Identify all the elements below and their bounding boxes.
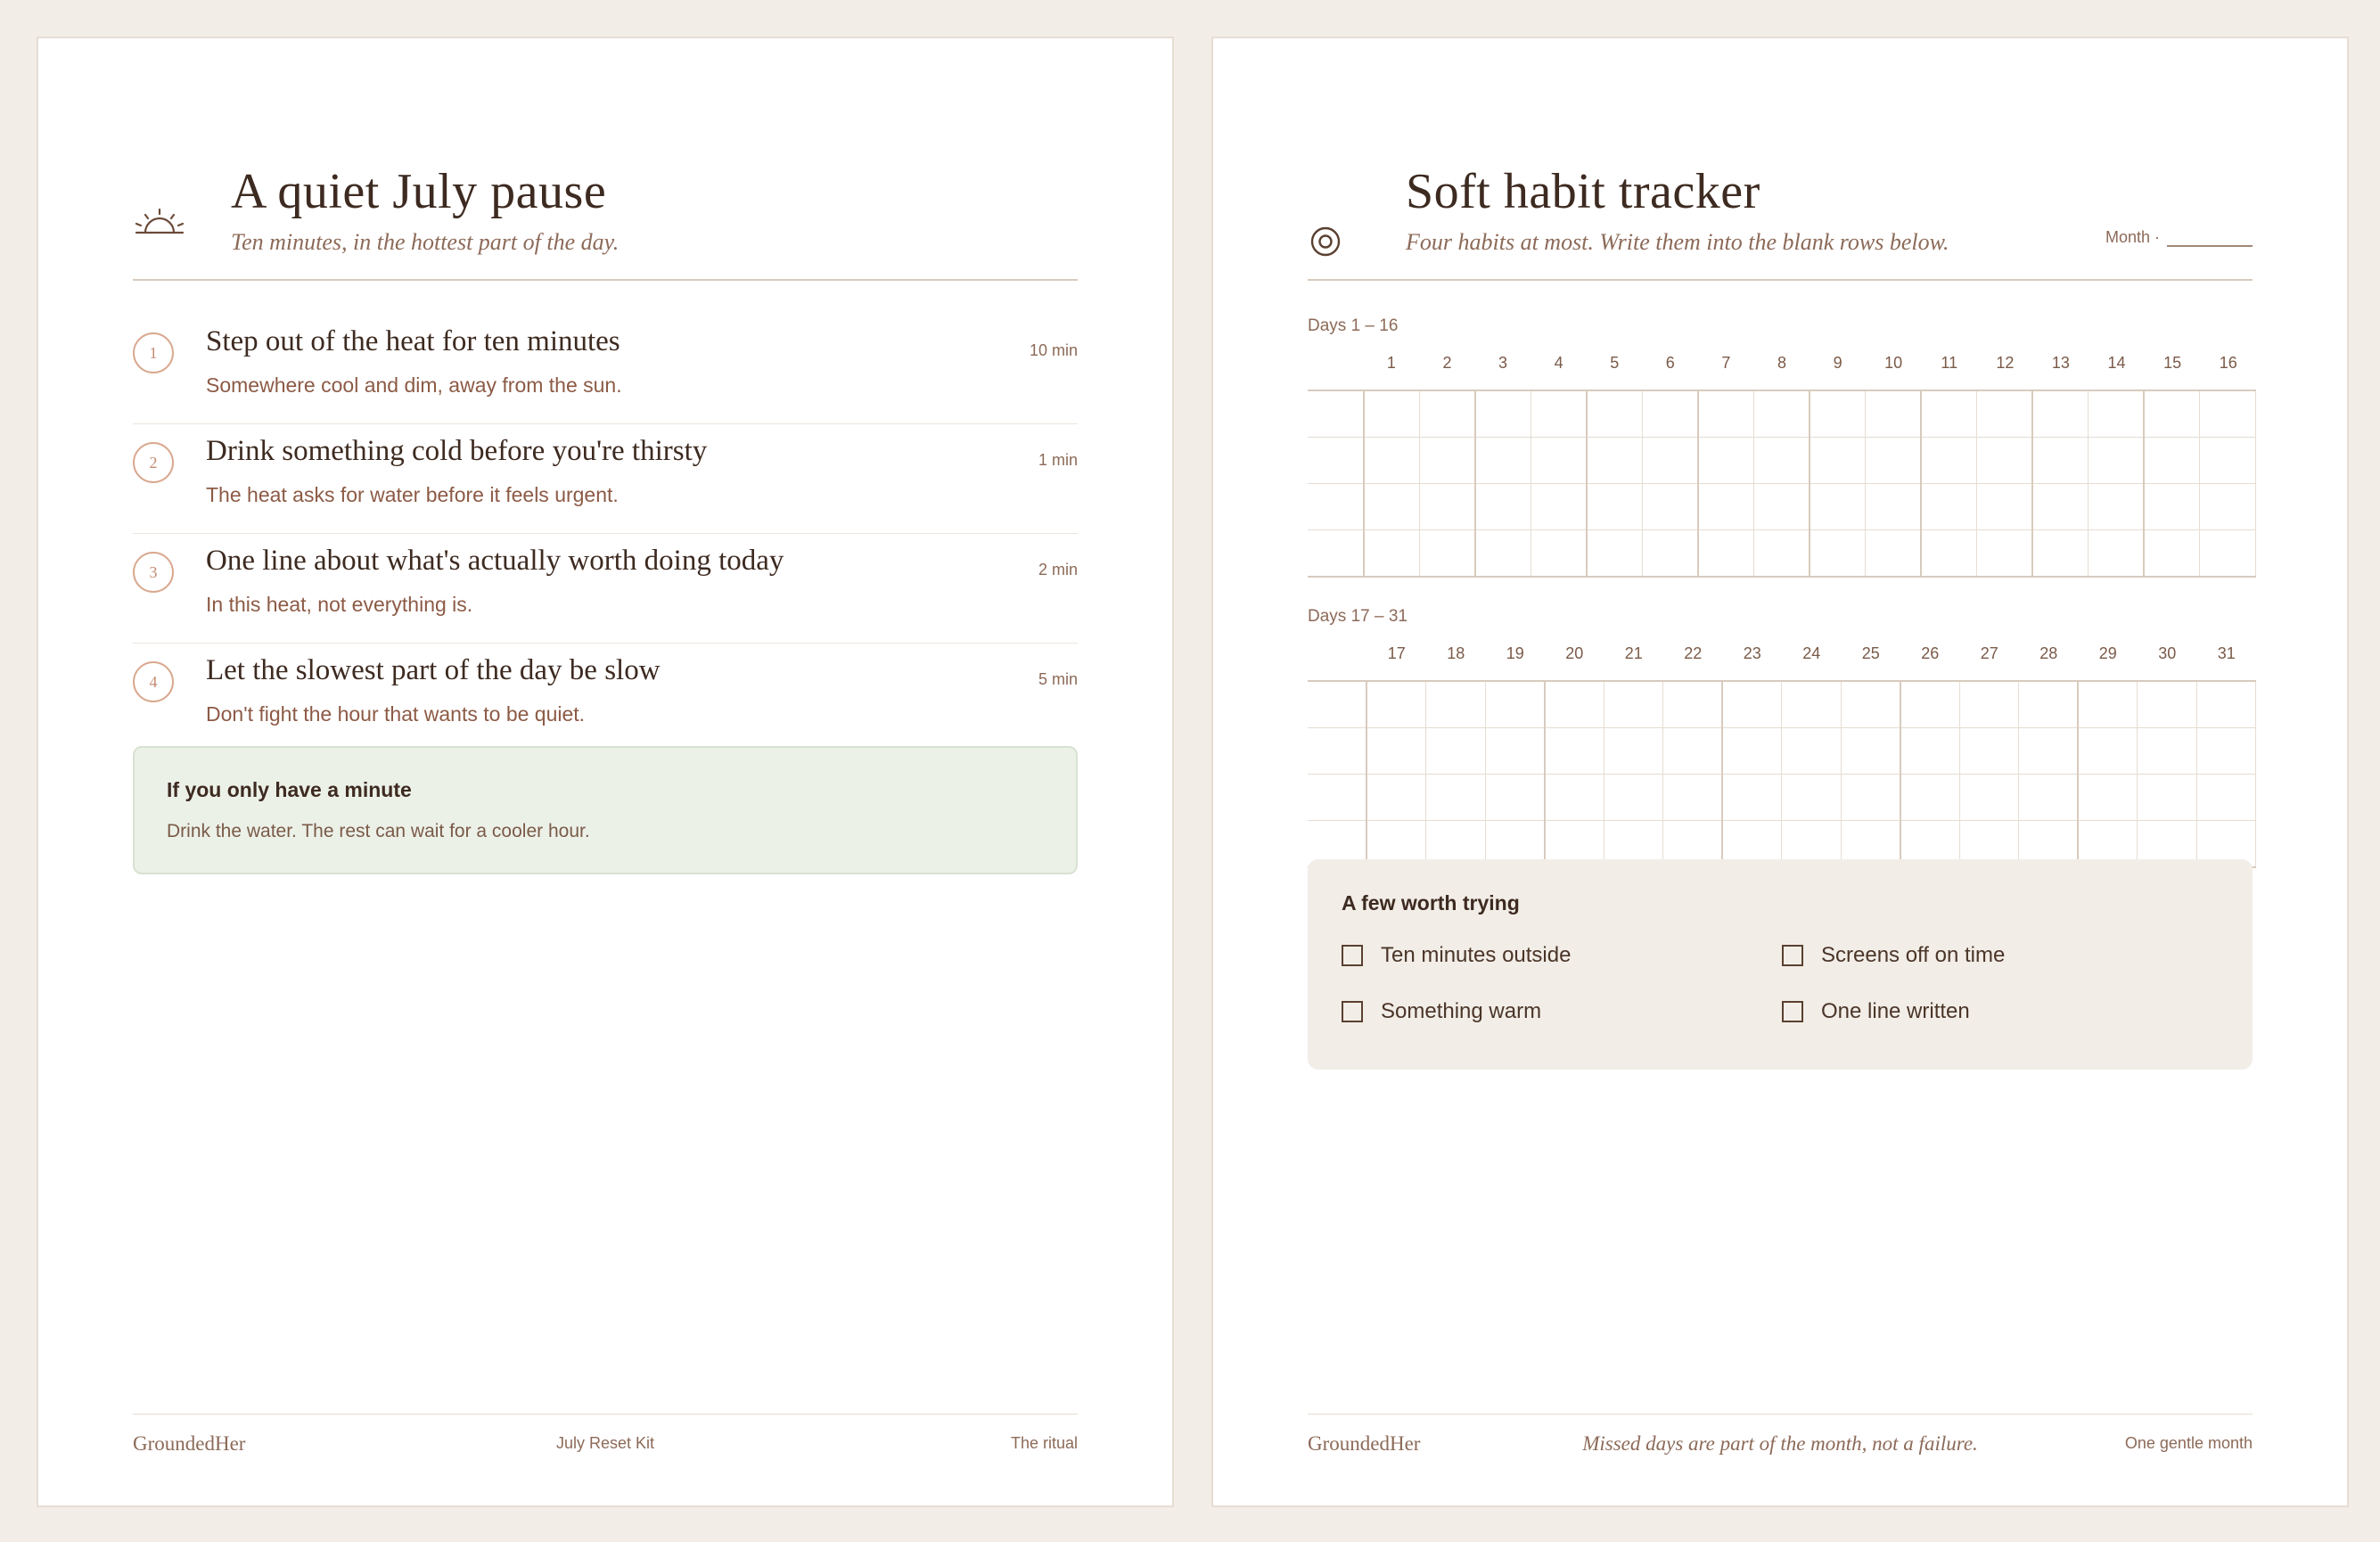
habit-day-cell[interactable]	[1366, 681, 1425, 728]
habit-day-cell[interactable]	[1545, 775, 1604, 821]
step-title: Let the slowest part of the day be slow	[206, 654, 661, 686]
habit-day-cell[interactable]	[1366, 728, 1425, 775]
steps-list	[133, 315, 1078, 752]
habit-day-cell[interactable]	[1604, 728, 1662, 775]
habit-day-cell[interactable]	[1865, 438, 1921, 484]
footer-middle: July Reset Kit	[555, 1434, 655, 1452]
sunrise-icon	[133, 206, 186, 259]
habit-day-cell[interactable]	[1485, 728, 1544, 775]
habit-row	[1308, 390, 2256, 438]
habit-day-cell[interactable]	[1531, 530, 1587, 578]
note-text: Drink the water. The rest can wait for a cooler hour.	[167, 821, 590, 841]
habit-day-cell[interactable]	[1977, 530, 2033, 578]
habit-name-cell[interactable]	[1308, 484, 1364, 530]
page-subtitle: Four habits at most. Write them into the blank rows below.	[1406, 229, 1949, 255]
habit-day-cell[interactable]	[1642, 390, 1698, 438]
habit-day-cell[interactable]	[1841, 775, 1900, 821]
checkbox[interactable]	[1342, 945, 1363, 966]
footer-right: The ritual	[1010, 1434, 1078, 1452]
step-duration: 5 min	[1038, 670, 1078, 688]
habit-day-cell[interactable]	[1698, 438, 1754, 484]
habit-grid-table	[1308, 680, 2256, 868]
habit-row	[1308, 530, 2256, 578]
step-number: 2	[133, 442, 174, 483]
habit-name-cell[interactable]	[1308, 681, 1366, 728]
habit-day-cell[interactable]	[1810, 438, 1866, 484]
checkbox[interactable]	[1782, 945, 1803, 966]
habit-day-cell[interactable]	[1545, 681, 1604, 728]
habit-day-cell[interactable]	[1722, 728, 1781, 775]
step-number: 3	[133, 552, 174, 593]
day-number: 29	[2098, 644, 2117, 662]
habit-day-cell[interactable]	[1959, 681, 2018, 728]
step-duration: 10 min	[1029, 341, 1078, 359]
day-number: 18	[1447, 644, 1465, 662]
step-number: 4	[133, 661, 174, 702]
suggestion-item[interactable]	[1782, 999, 1970, 1024]
habit-day-cell[interactable]	[1900, 728, 1959, 775]
habit-day-cell[interactable]	[2019, 728, 2078, 775]
step-title: One line about what's actually worth doing today	[206, 545, 784, 577]
habit-day-cell[interactable]	[2089, 390, 2145, 438]
day-number: 24	[1802, 644, 1821, 662]
step-title: Drink something cold before you're thirsty	[206, 435, 708, 467]
habit-day-cell[interactable]	[1475, 530, 1531, 578]
suggestion-item[interactable]	[1342, 943, 1571, 968]
suggestion-label: Screens off on time	[1821, 943, 2006, 967]
habit-day-cell[interactable]	[1663, 681, 1722, 728]
habit-day-cell[interactable]	[1364, 390, 1420, 438]
habit-day-cell[interactable]	[1782, 681, 1841, 728]
step-number: 1	[133, 332, 174, 373]
habit-day-cell[interactable]	[1642, 438, 1698, 484]
list-item	[133, 534, 1078, 644]
day-number: 22	[1684, 644, 1703, 662]
day-number: 10	[1884, 354, 1903, 372]
day-number: 7	[1721, 354, 1731, 372]
habit-day-cell[interactable]	[2078, 728, 2137, 775]
step-description: Don't fight the hour that wants to be quiet.	[206, 702, 586, 726]
list-item	[133, 315, 1078, 424]
day-number: 25	[1861, 644, 1880, 662]
habit-day-cell[interactable]	[1698, 530, 1754, 578]
habit-day-cell[interactable]	[1753, 530, 1810, 578]
habit-day-cell[interactable]	[1810, 530, 1866, 578]
habit-day-cell[interactable]	[2138, 681, 2196, 728]
habit-day-cell[interactable]	[1604, 775, 1662, 821]
day-number: 4	[1554, 354, 1563, 372]
day-number: 11	[1941, 354, 1958, 372]
habit-day-cell[interactable]	[1531, 484, 1587, 530]
checkbox[interactable]	[1342, 1001, 1363, 1022]
habit-day-cell[interactable]	[1587, 484, 1643, 530]
day-number: 14	[2107, 354, 2126, 372]
habit-day-cell[interactable]	[1485, 775, 1544, 821]
month-field[interactable]	[2105, 227, 2253, 247]
habit-day-cell[interactable]	[1426, 775, 1485, 821]
habit-day-cell[interactable]	[1642, 484, 1698, 530]
habit-day-cell[interactable]	[1426, 728, 1485, 775]
habit-day-cell[interactable]	[1921, 438, 1977, 484]
habit-day-cell[interactable]	[1366, 775, 1425, 821]
habit-grid-days-1-16	[1308, 347, 2256, 381]
habit-day-cell[interactable]	[1698, 484, 1754, 530]
habit-day-cell[interactable]	[1921, 390, 1977, 438]
target-icon	[1308, 206, 1361, 259]
habit-row	[1308, 484, 2256, 530]
habit-name-cell[interactable]	[1308, 728, 1366, 775]
habit-day-cell[interactable]	[1364, 438, 1420, 484]
habit-day-cell[interactable]	[1485, 681, 1544, 728]
habit-day-cell[interactable]	[1900, 775, 1959, 821]
habit-day-cell[interactable]	[2196, 728, 2255, 775]
habit-day-cell[interactable]	[2144, 530, 2200, 578]
habit-day-cell[interactable]	[2078, 681, 2137, 728]
habit-day-cell[interactable]	[2019, 775, 2078, 821]
habit-day-cell[interactable]	[1364, 530, 1420, 578]
habit-day-cell[interactable]	[2200, 390, 2256, 438]
habit-day-cell[interactable]	[1900, 681, 1959, 728]
habit-row	[1308, 438, 2256, 484]
habit-day-cell[interactable]	[1587, 438, 1643, 484]
habit-day-cell[interactable]	[1810, 484, 1866, 530]
suggestion-item[interactable]	[1782, 943, 2005, 968]
habit-day-cell[interactable]	[1475, 390, 1531, 438]
ritual-page	[37, 37, 1174, 1507]
habit-day-cell[interactable]	[1959, 775, 2018, 821]
habit-day-cell[interactable]	[1545, 728, 1604, 775]
habit-day-cell[interactable]	[1810, 390, 1866, 438]
habit-name-cell[interactable]	[1308, 775, 1366, 821]
step-description: Somewhere cool and dim, away from the sun.	[206, 373, 622, 397]
habit-day-cell[interactable]	[1959, 728, 2018, 775]
days-block-label: Days 1 – 16	[1308, 316, 1399, 335]
habit-day-cell[interactable]	[1663, 775, 1722, 821]
day-number: 27	[1980, 644, 1998, 662]
habit-day-cell[interactable]	[1698, 390, 1754, 438]
page-header	[133, 154, 1078, 281]
habit-day-cell[interactable]	[2138, 728, 2196, 775]
habit-day-cell[interactable]	[1977, 438, 2033, 484]
habit-day-cell[interactable]	[2089, 438, 2145, 484]
habit-day-cell[interactable]	[1722, 681, 1781, 728]
habit-day-cell[interactable]	[1865, 390, 1921, 438]
day-number: 8	[1777, 354, 1787, 372]
day-number: 28	[2039, 644, 2058, 662]
habit-day-cell[interactable]	[1419, 530, 1475, 578]
page-subtitle: Ten minutes, in the hottest part of the day.	[231, 229, 620, 255]
habit-day-cell[interactable]	[1419, 484, 1475, 530]
day-number: 17	[1387, 644, 1406, 662]
habit-day-cell[interactable]	[2032, 438, 2089, 484]
habit-day-cell[interactable]	[2032, 530, 2089, 578]
day-number: 23	[1743, 644, 1761, 662]
page-title: A quiet July pause	[231, 164, 607, 219]
habit-day-cell[interactable]	[2144, 438, 2200, 484]
habit-day-cell[interactable]	[2138, 775, 2196, 821]
habit-day-cell[interactable]	[1531, 390, 1587, 438]
day-number: 20	[1565, 644, 1584, 662]
habit-day-cell[interactable]	[2144, 484, 2200, 530]
habit-day-cell[interactable]	[1977, 390, 2033, 438]
step-duration: 1 min	[1038, 451, 1078, 469]
note-title: If you only have a minute	[167, 778, 412, 801]
habit-day-cell[interactable]	[1921, 530, 1977, 578]
habit-day-cell[interactable]	[2200, 484, 2256, 530]
page-title: Soft habit tracker	[1406, 164, 1760, 219]
step-description: In this heat, not everything is.	[206, 593, 473, 616]
minute-note	[133, 746, 1078, 874]
habit-day-cell[interactable]	[1475, 484, 1531, 530]
day-number: 1	[1386, 354, 1396, 372]
day-number: 16	[2219, 354, 2237, 372]
habit-day-cell[interactable]	[1364, 484, 1420, 530]
habit-day-cell[interactable]	[1587, 390, 1643, 438]
habit-day-cell[interactable]	[1604, 681, 1662, 728]
habit-day-cell[interactable]	[1865, 484, 1921, 530]
page-footer	[1308, 1414, 2253, 1468]
habit-day-cell[interactable]	[1642, 530, 1698, 578]
habit-day-cell[interactable]	[2144, 390, 2200, 438]
habit-day-cell[interactable]	[2196, 775, 2255, 821]
habit-day-cell[interactable]	[1841, 681, 1900, 728]
footer-right: One gentle month	[2124, 1434, 2253, 1452]
days-block-label: Days 17 – 31	[1308, 607, 1407, 626]
habit-grid-days-17-31	[1308, 637, 2256, 671]
habit-day-cell[interactable]	[2089, 530, 2145, 578]
day-number: 26	[1921, 644, 1940, 662]
day-number: 13	[2051, 354, 2070, 372]
habit-day-cell[interactable]	[1782, 775, 1841, 821]
suggestions-title: A few worth trying	[1342, 891, 1520, 915]
habit-day-cell[interactable]	[1419, 438, 1475, 484]
habit-day-cell[interactable]	[2019, 681, 2078, 728]
suggestion-label: Something warm	[1381, 999, 1542, 1023]
list-item	[133, 644, 1078, 752]
habit-name-cell[interactable]	[1308, 390, 1364, 438]
day-number-row	[1308, 637, 2256, 671]
suggestion-label: Ten minutes outside	[1381, 943, 1572, 967]
habit-day-cell[interactable]	[1865, 530, 1921, 578]
habit-day-cell[interactable]	[1782, 728, 1841, 775]
day-number: 5	[1610, 354, 1620, 372]
day-number: 2	[1442, 354, 1452, 372]
habit-day-cell[interactable]	[2032, 390, 2089, 438]
day-number: 30	[2158, 644, 2177, 662]
day-number-row	[1308, 347, 2256, 381]
habit-name-cell[interactable]	[1308, 530, 1364, 578]
day-number: 9	[1833, 354, 1842, 372]
habit-day-cell[interactable]	[2032, 484, 2089, 530]
habit-day-cell[interactable]	[2200, 438, 2256, 484]
suggestions-panel	[1308, 859, 2253, 1070]
habit-day-cell[interactable]	[1841, 728, 1900, 775]
habit-row	[1308, 681, 2256, 728]
step-description: The heat asks for water before it feels urgent.	[206, 483, 619, 506]
habit-row	[1308, 775, 2256, 821]
day-number: 19	[1506, 644, 1524, 662]
footer-middle: Missed days are part of the month, not a failure.	[1582, 1432, 1978, 1455]
habit-day-cell[interactable]	[2200, 530, 2256, 578]
day-number: 21	[1624, 644, 1643, 662]
step-title: Step out of the heat for ten minutes	[206, 325, 620, 357]
habit-day-cell[interactable]	[1587, 530, 1643, 578]
day-number: 31	[2217, 644, 2236, 662]
habit-day-cell[interactable]	[1753, 438, 1810, 484]
list-item	[133, 424, 1078, 534]
checkbox[interactable]	[1782, 1001, 1803, 1022]
page-footer	[133, 1414, 1078, 1468]
page-header	[1308, 154, 2253, 281]
footer-brand: GroundedHer	[133, 1432, 246, 1455]
habit-row	[1308, 728, 2256, 775]
tracker-page	[1211, 37, 2349, 1507]
day-number: 15	[2163, 354, 2182, 372]
suggestion-item[interactable]	[1342, 999, 1541, 1024]
footer-brand: GroundedHer	[1308, 1432, 1421, 1455]
habit-day-cell[interactable]	[2089, 484, 2145, 530]
habit-day-cell[interactable]	[1475, 438, 1531, 484]
habit-day-cell[interactable]	[1977, 484, 2033, 530]
habit-day-cell[interactable]	[2196, 681, 2255, 728]
habit-day-cell[interactable]	[1722, 775, 1781, 821]
habit-day-cell[interactable]	[1426, 681, 1485, 728]
day-number: 6	[1665, 354, 1675, 372]
day-number: 12	[1996, 354, 2015, 372]
step-duration: 2 min	[1038, 561, 1078, 578]
habit-day-cell[interactable]	[2078, 775, 2137, 821]
habit-day-cell[interactable]	[1419, 390, 1475, 438]
day-number: 3	[1498, 354, 1508, 372]
month-label: Month ·	[2105, 228, 2160, 246]
habit-day-cell[interactable]	[1753, 390, 1810, 438]
habit-day-cell[interactable]	[1753, 484, 1810, 530]
habit-day-cell[interactable]	[1531, 438, 1587, 484]
habit-name-cell[interactable]	[1308, 438, 1364, 484]
month-blank-line[interactable]	[2167, 227, 2253, 247]
habit-day-cell[interactable]	[1663, 728, 1722, 775]
suggestion-label: One line written	[1821, 999, 1970, 1023]
habit-grid-table	[1308, 390, 2256, 578]
habit-day-cell[interactable]	[1921, 484, 1977, 530]
